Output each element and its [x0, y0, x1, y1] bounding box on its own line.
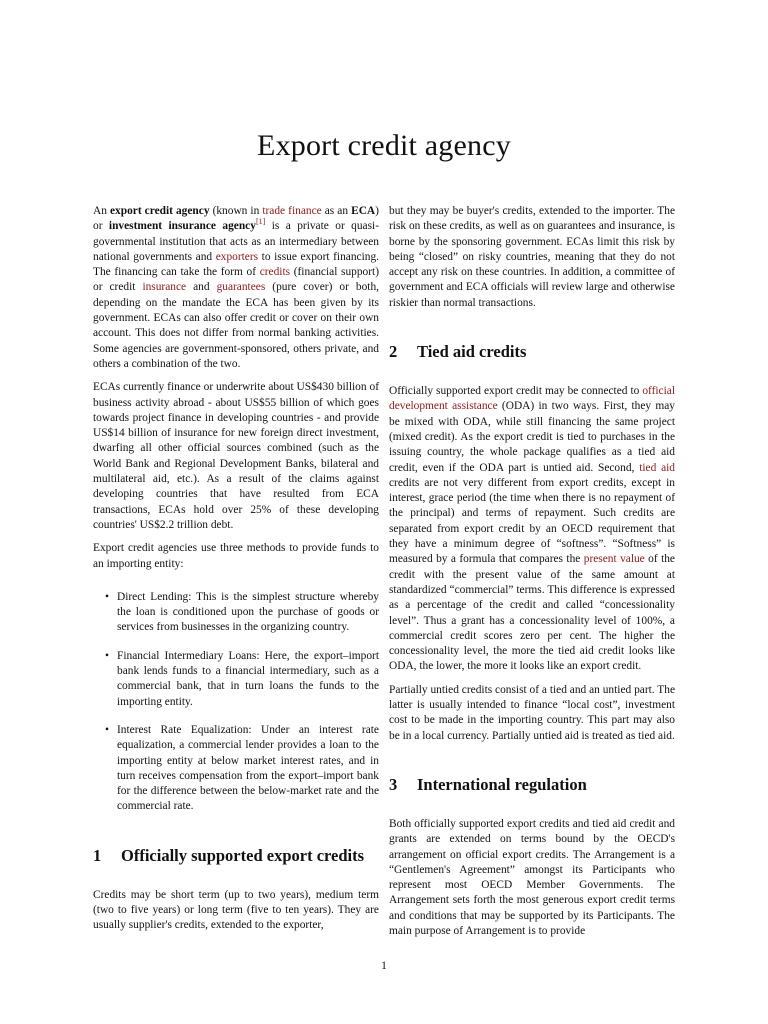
- section-3-paragraph-1: Both officially supported export credits and tied aid credit and grants are extended on terms bound by the OECD's arrangement on official export credits. The Arrangement is a “Gentlemen's Agreement” amongst its Participants who represent most OECD Member Governments. The Arrangement sets forth the most generous export credit terms and conditions that may be supported by its Participants. The main purpose of Arrangement is to provide: [389, 817, 675, 937]
- text-run: is a private or quasi-governmental institution that acts as an intermediary between national governments and: [93, 220, 380, 263]
- left-column: [93, 204, 379, 942]
- list-item: • Interest Rate Equalization: Under an interest rate equalization, a commercial lender provides a loan to the importing entity at below market interest rates, and in turn receives compensation from the export–import bank for the difference between the below-market rate and the commercial rate.: [117, 723, 379, 815]
- term-export-credit-agency: export credit agency: [109, 205, 210, 217]
- text-run: credits are not very different from export credits, except in interest, grace period (the time when there is no repayment of the principal) and terms of repayment. Such credits are separated from export credit by an OECD requirement that they have a minimum degree of “softness”. “Softness” is measured by a formula that compares the: [389, 476, 675, 566]
- methods-list: [93, 590, 379, 815]
- section-title: Tied aid credits: [417, 342, 527, 362]
- term-investment-insurance-agency: investment insurance agency: [108, 220, 256, 233]
- right-column: [389, 204, 675, 947]
- link-exporters[interactable]: exporters: [215, 250, 259, 263]
- link-guarantees[interactable]: guarantees: [216, 281, 266, 294]
- text-run: An: [93, 205, 110, 217]
- text-run: (pure cover) or both, depending on the mandate the ECA has been given by its government. ECAs can also offer credit or cover on their own account. This does not differ from normal banking activities. Some agencies are government-sponsored, others private, and others a combination of the two.: [93, 281, 379, 370]
- link-official-development-assistance[interactable]: official development assistance: [389, 385, 675, 413]
- list-item: • Direct Lending: This is the simplest structure whereby the loan is conditioned upon the purchase of goods or services from businesses in the organizing country.: [117, 590, 379, 636]
- section-title: International regulation: [417, 774, 587, 794]
- text-run: (financial support) or credit: [93, 266, 379, 294]
- text-run: to issue export financing. The financing can take the form of: [93, 250, 379, 279]
- section-number: 1: [93, 845, 102, 865]
- text-run: Officially supported export credit may be connected to: [389, 385, 643, 398]
- section-number: 3: [389, 774, 398, 794]
- term-eca: ECA: [351, 205, 376, 217]
- section-2-paragraph-2: Partially untied credits consist of a tied and an untied part. The latter is usually intended to finance “local cost”, investment cost to be made in the importing country. This part may also be in a local currency. Partially untied aid is treated as tied aid.: [389, 683, 675, 742]
- citation-ref-1[interactable]: [1]: [255, 217, 266, 227]
- section-title: Officially supported export credits: [121, 845, 365, 865]
- text-run: and: [186, 281, 217, 294]
- text-run: as an: [321, 205, 352, 217]
- intro-paragraph-3: Export credit agencies use three methods to provide funds to an importing entity:: [93, 542, 379, 570]
- section-1-heading: [93, 845, 379, 866]
- text-run: (known in: [209, 205, 263, 217]
- page-number: 1: [381, 960, 387, 972]
- link-trade-finance[interactable]: trade finance: [262, 205, 322, 217]
- intro-paragraph-1: [93, 204, 379, 372]
- section-2-paragraph-1: [389, 384, 675, 675]
- intro-paragraph-2: ECAs currently finance or underwrite about US$430 billion of business activity abroad - about US$55 billion of which goes towards project finance in developing countries - and provide US$14 billion of insurance for new foreign direct investment, dwarfing all other official sources combined (such as the World Bank and Regional Development Banks, bilateral and multilateral aid, etc.). As a result of the claims against developing countries that have resulted from ECA transactions, ECAs hold over 25% of these developing countries' US$2.2 trillion debt.: [93, 381, 379, 531]
- section-1-paragraph-1: Credits may be short term (up to two years), medium term (two to five years) or long term (five to ten years). They are usually supplier's credits, extended to the exporter,: [93, 888, 379, 932]
- text-run: of the credit with the present value of the same amount at standardized “commercial” terms. This difference is expressed as a percentage of the credit and called “concessionality level”. Thus a grant has a concessionality level of 100%, a commercial credit scores zero per cent. The higher the concessionality level, the more the tied aid credit looks like ODA, the lower, the more it looks like an export credit.: [389, 553, 675, 673]
- link-tied-aid[interactable]: tied aid: [639, 461, 675, 474]
- list-item: • Financial Intermediary Loans: Here, the export–import bank lends funds to a financial intermediary, such as a commercial bank, that in turn loans the funds to the importing entity.: [117, 649, 379, 710]
- page-title: Export credit agency: [257, 129, 511, 163]
- section-number: 2: [389, 342, 398, 362]
- section-1-paragraph-1-continued: but they may be buyer's credits, extended to the importer. The risk on these credits, as well as on guarantees and insurance, is borne by the sponsoring government. ECAs limit this risk by being “closed” on risky countries, meaning that they do not accept any risk on these countries. In addition, a committee of government and ECA officials will review large and otherwise riskier than normal transactions.: [389, 205, 675, 309]
- text-run: (ODA) in two ways. First, they may be mixed with ODA, while still financing the same project (mixed credit). As the export credit is tied to purchases in the issuing country, the whole package qualifies as a tied aid credit, even if the ODA part is untied aid. Second,: [389, 400, 675, 474]
- link-present-value[interactable]: present value: [583, 553, 645, 566]
- section-2-heading: [389, 341, 675, 362]
- text-run: ) or: [93, 205, 379, 233]
- link-insurance[interactable]: insurance: [142, 281, 187, 294]
- section-3-heading: [389, 774, 675, 795]
- link-credits[interactable]: credits: [259, 266, 291, 279]
